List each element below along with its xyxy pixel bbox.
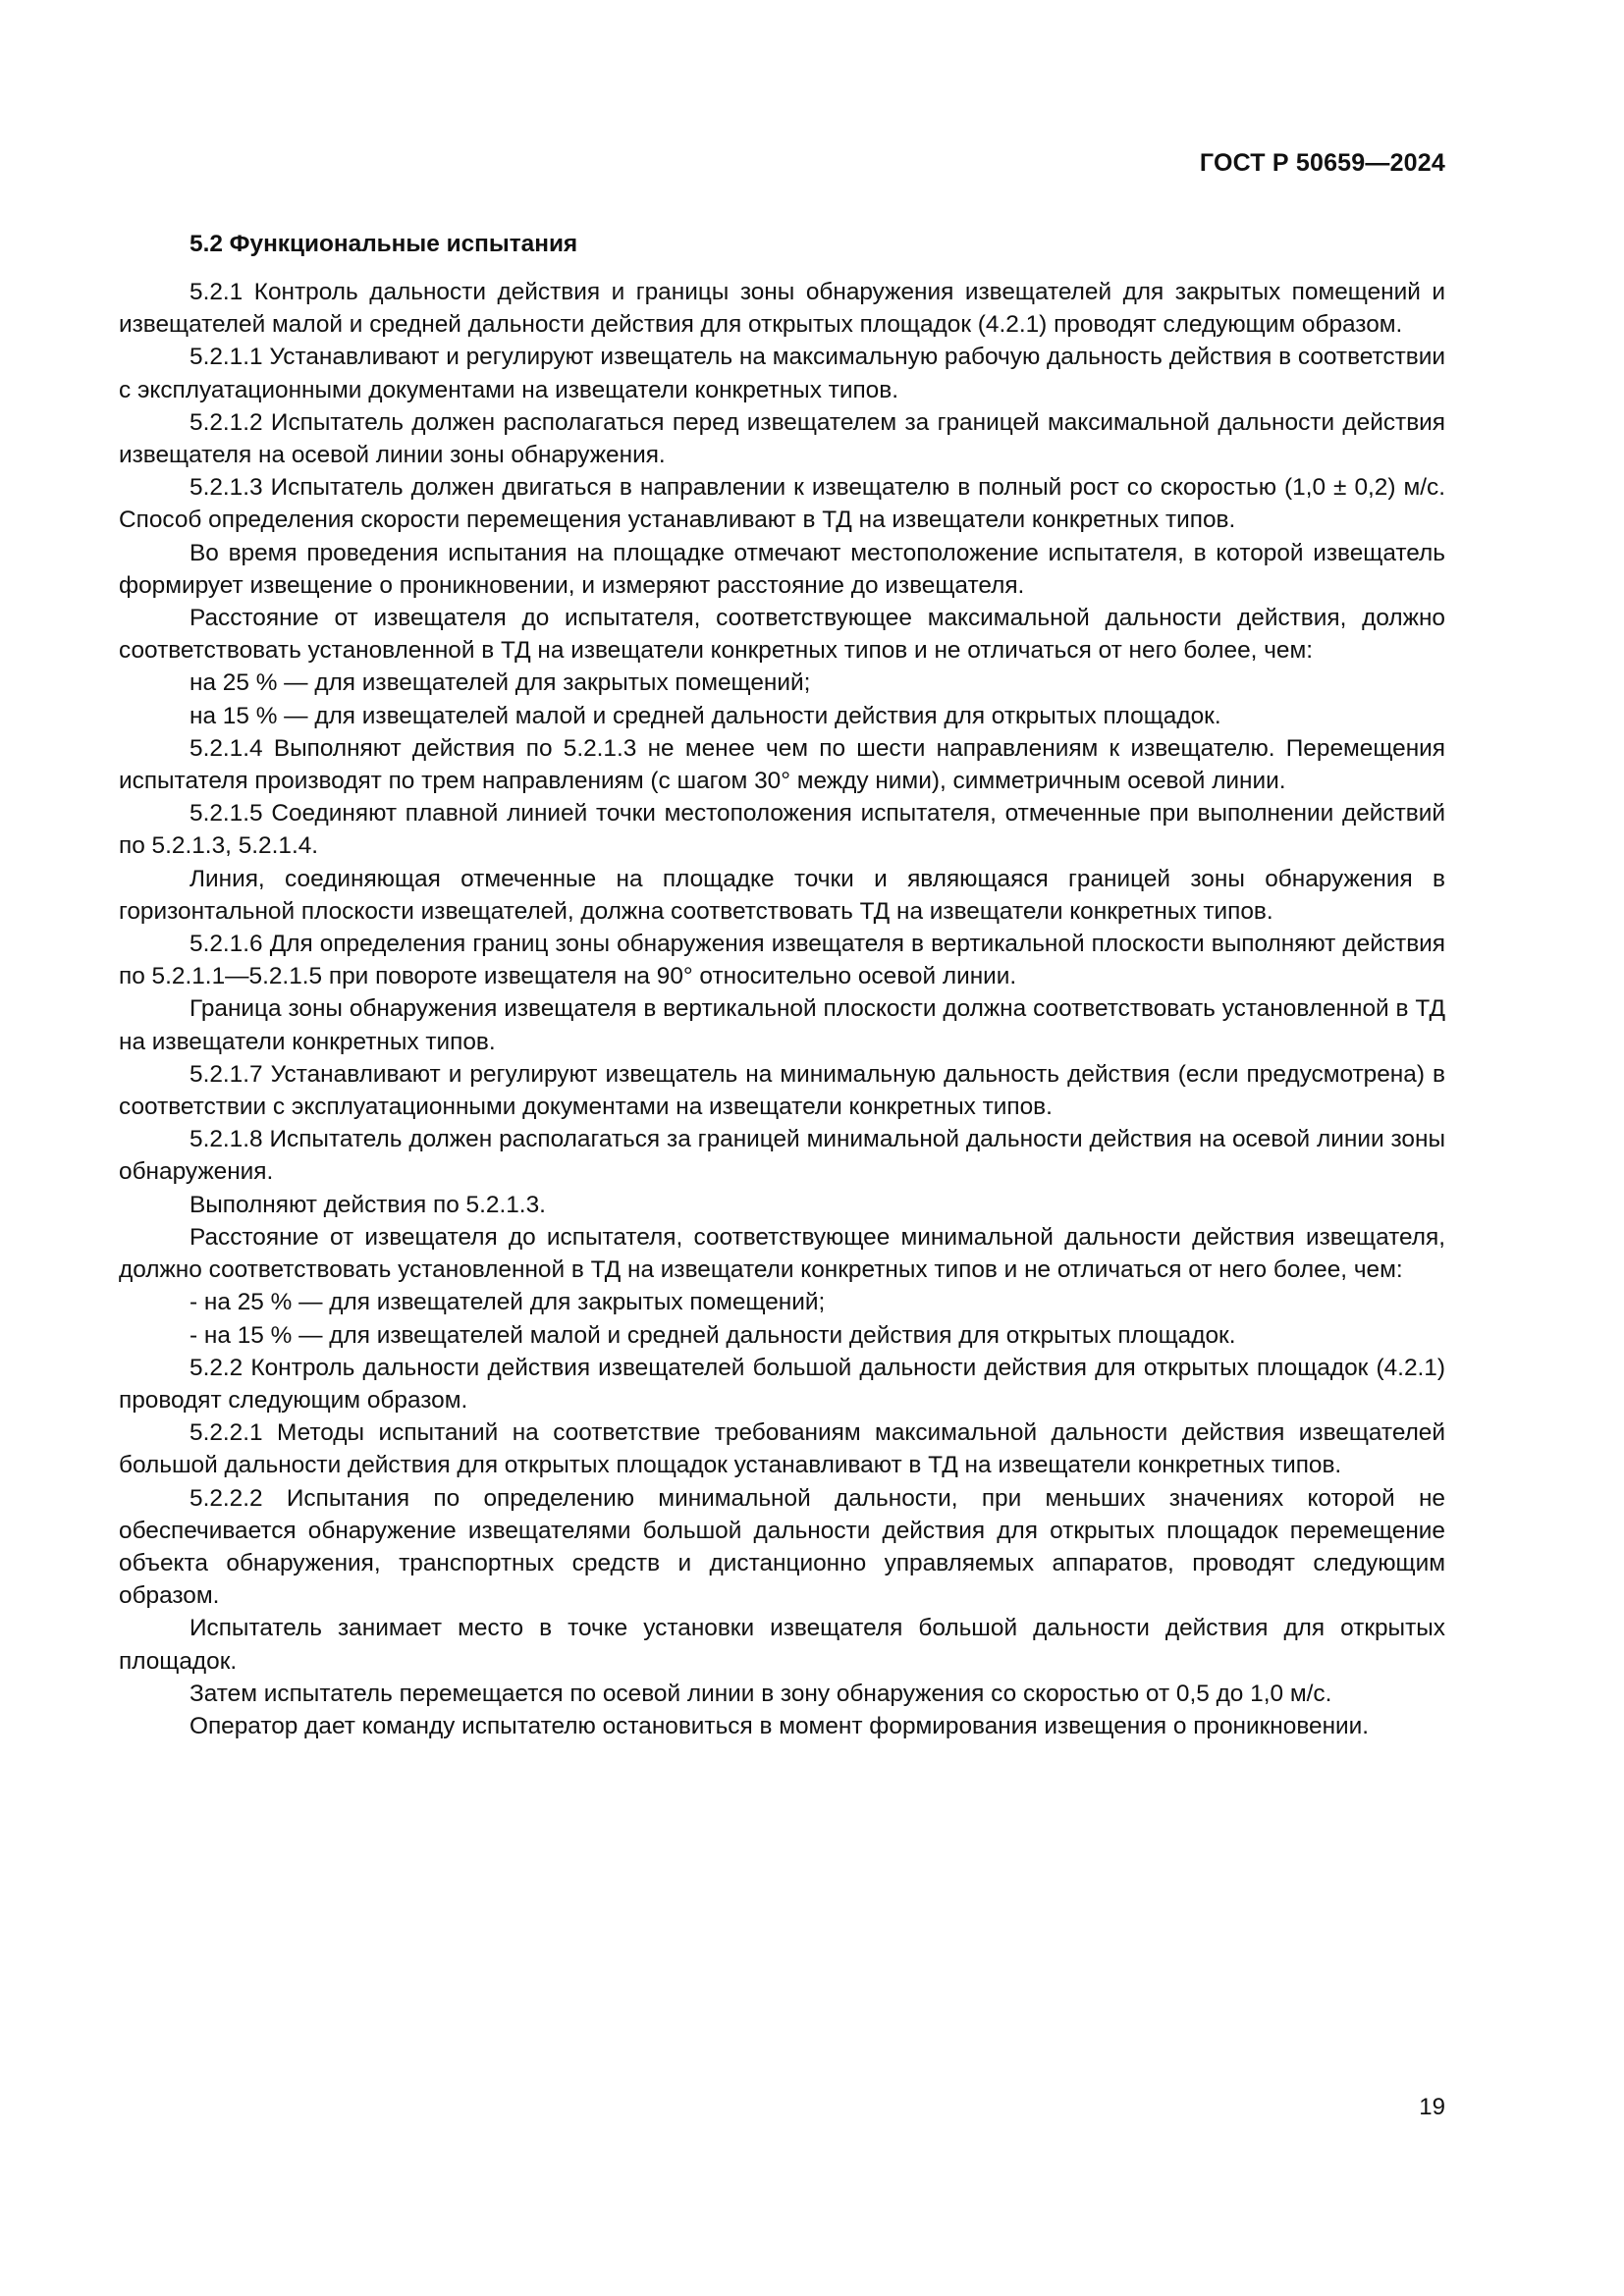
paragraph: Оператор дает команду испытателю остановиться в момент формирования извещения о проникновении. (189, 1712, 1370, 1739)
paragraph: 5.2.1.2 Испытатель должен располагаться перед извещателем за границей максимальной дальности действия извещателя на осевой линии зоны обнаружения. (119, 408, 1445, 469)
paragraph: Расстояние от извещателя до испытателя, соответствующее максимальной дальности действия, должно соответствовать установленной в ТД на извещатели конкретных типов и не отличаться от него более, чем: (119, 605, 1445, 665)
paragraph: Во время проведения испытания на площадке отмечают местоположение испытателя, в которой извещатель формирует извещение о проникновении, и измеряют расстояние до извещателя. (119, 539, 1445, 599)
list-item: на 15 % — для извещателей малой и средней дальности действия для открытых площадок. (189, 702, 1221, 729)
list-item: на 25 % — для извещателей для закрытых помещений; (189, 669, 811, 697)
paragraph: Затем испытатель перемещается по осевой линии в зону обнаружения со скоростью от 0,5 до 1,0 м/с. (189, 1680, 1332, 1707)
paragraph: 5.2.2.1 Методы испытаний на соответствие требованиям максимальной дальности действия извещателей большой дальности действия для открытых площадок устанавливают в ТД на извещатели конкретных типов. (119, 1419, 1445, 1479)
paragraph: Испытатель занимает место в точке установки извещателя большой дальности действия для открытых площадок. (119, 1615, 1445, 1675)
paragraph: Расстояние от извещателя до испытателя, соответствующее минимальной дальности действия извещателя, должно соответствовать установленной в ТД на извещатели конкретных типов и не отличаться от него более, чем: (119, 1223, 1445, 1284)
paragraph: 5.2.1.5 Соединяют плавной линией точки местоположения испытателя, отмеченные при выполнении действий по 5.2.1.3, 5.2.1.4. (119, 800, 1445, 860)
paragraph: 5.2.1.1 Устанавливают и регулируют извещатель на максимальную рабочую дальность действия в соответствии с эксплуатационными документами на извещатели конкретных типов. (119, 344, 1445, 403)
paragraph: Линия, соединяющая отмеченные на площадке точки и являющаяся границей зоны обнаружения в горизонтальной плоскости извещателей, должна соответствовать ТД на извещатели конкретных типов. (119, 865, 1445, 925)
document-body (119, 228, 1445, 1742)
paragraph: 5.2.1.8 Испытатель должен располагаться за границей минимальной дальности действия на осевой линии зоны обнаружения. (119, 1126, 1445, 1186)
paragraph: 5.2.2 Контроль дальности действия извещателей большой дальности действия для открытых площадок (4.2.1) проводят следующим образом. (119, 1354, 1445, 1414)
list-item: - на 15 % — для извещателей малой и средней дальности действия для открытых площадок. (189, 1321, 1236, 1349)
paragraph: 5.2.1.7 Устанавливают и регулируют извещатель на минимальную дальность действия (если предусмотрена) в соответствии с эксплуатационными документами на извещатели конкретных типов. (119, 1060, 1445, 1121)
paragraph: 5.2.1.3 Испытатель должен двигаться в направлении к извещателю в полный рост со скоростью (1,0 ± 0,2) м/с. Способ определения скорости перемещения устанавливают в ТД на извещатели конкретных типов. (119, 474, 1445, 534)
paragraph: Выполняют действия по 5.2.1.3. (189, 1191, 546, 1218)
paragraph: 5.2.2.2 Испытания по определению минимальной дальности, при меньших значениях которой не обеспечивается обнаружение извещателями большой дальности действия для открытых площадок перемещение объекта обнаружения, транспортных средств и дистанционно управляемых аппаратов, проводят следующим образом. (119, 1484, 1445, 1610)
list-item: - на 25 % — для извещателей для закрытых помещений; (189, 1289, 826, 1316)
document-code: ГОСТ Р 50659—2024 (1199, 149, 1445, 177)
paragraph: 5.2.1.6 Для определения границ зоны обнаружения извещателя в вертикальной плоскости выполняют действия по 5.2.1.1—5.2.1.5 при повороте извещателя на 90° относительно осевой линии. (119, 931, 1445, 990)
paragraph: 5.2.1 Контроль дальности действия и границы зоны обнаружения извещателей для закрытых помещений и извещателей малой и средней дальности действия для открытых площадок (4.2.1) проводят следующим образом. (119, 279, 1445, 339)
page-number: 19 (1419, 2094, 1445, 2120)
section-title: 5.2 Функциональные испытания (189, 231, 578, 257)
paragraph: Граница зоны обнаружения извещателя в вертикальной плоскости должна соответствовать установленной в ТД на извещатели конкретных типов. (119, 995, 1445, 1055)
paragraph: 5.2.1.4 Выполняют действия по 5.2.1.3 не менее чем по шести направлениям к извещателю. Перемещения испытателя производят по трем направлениям (с шагом 30° между ними), симметричным осевой линии. (119, 734, 1445, 795)
